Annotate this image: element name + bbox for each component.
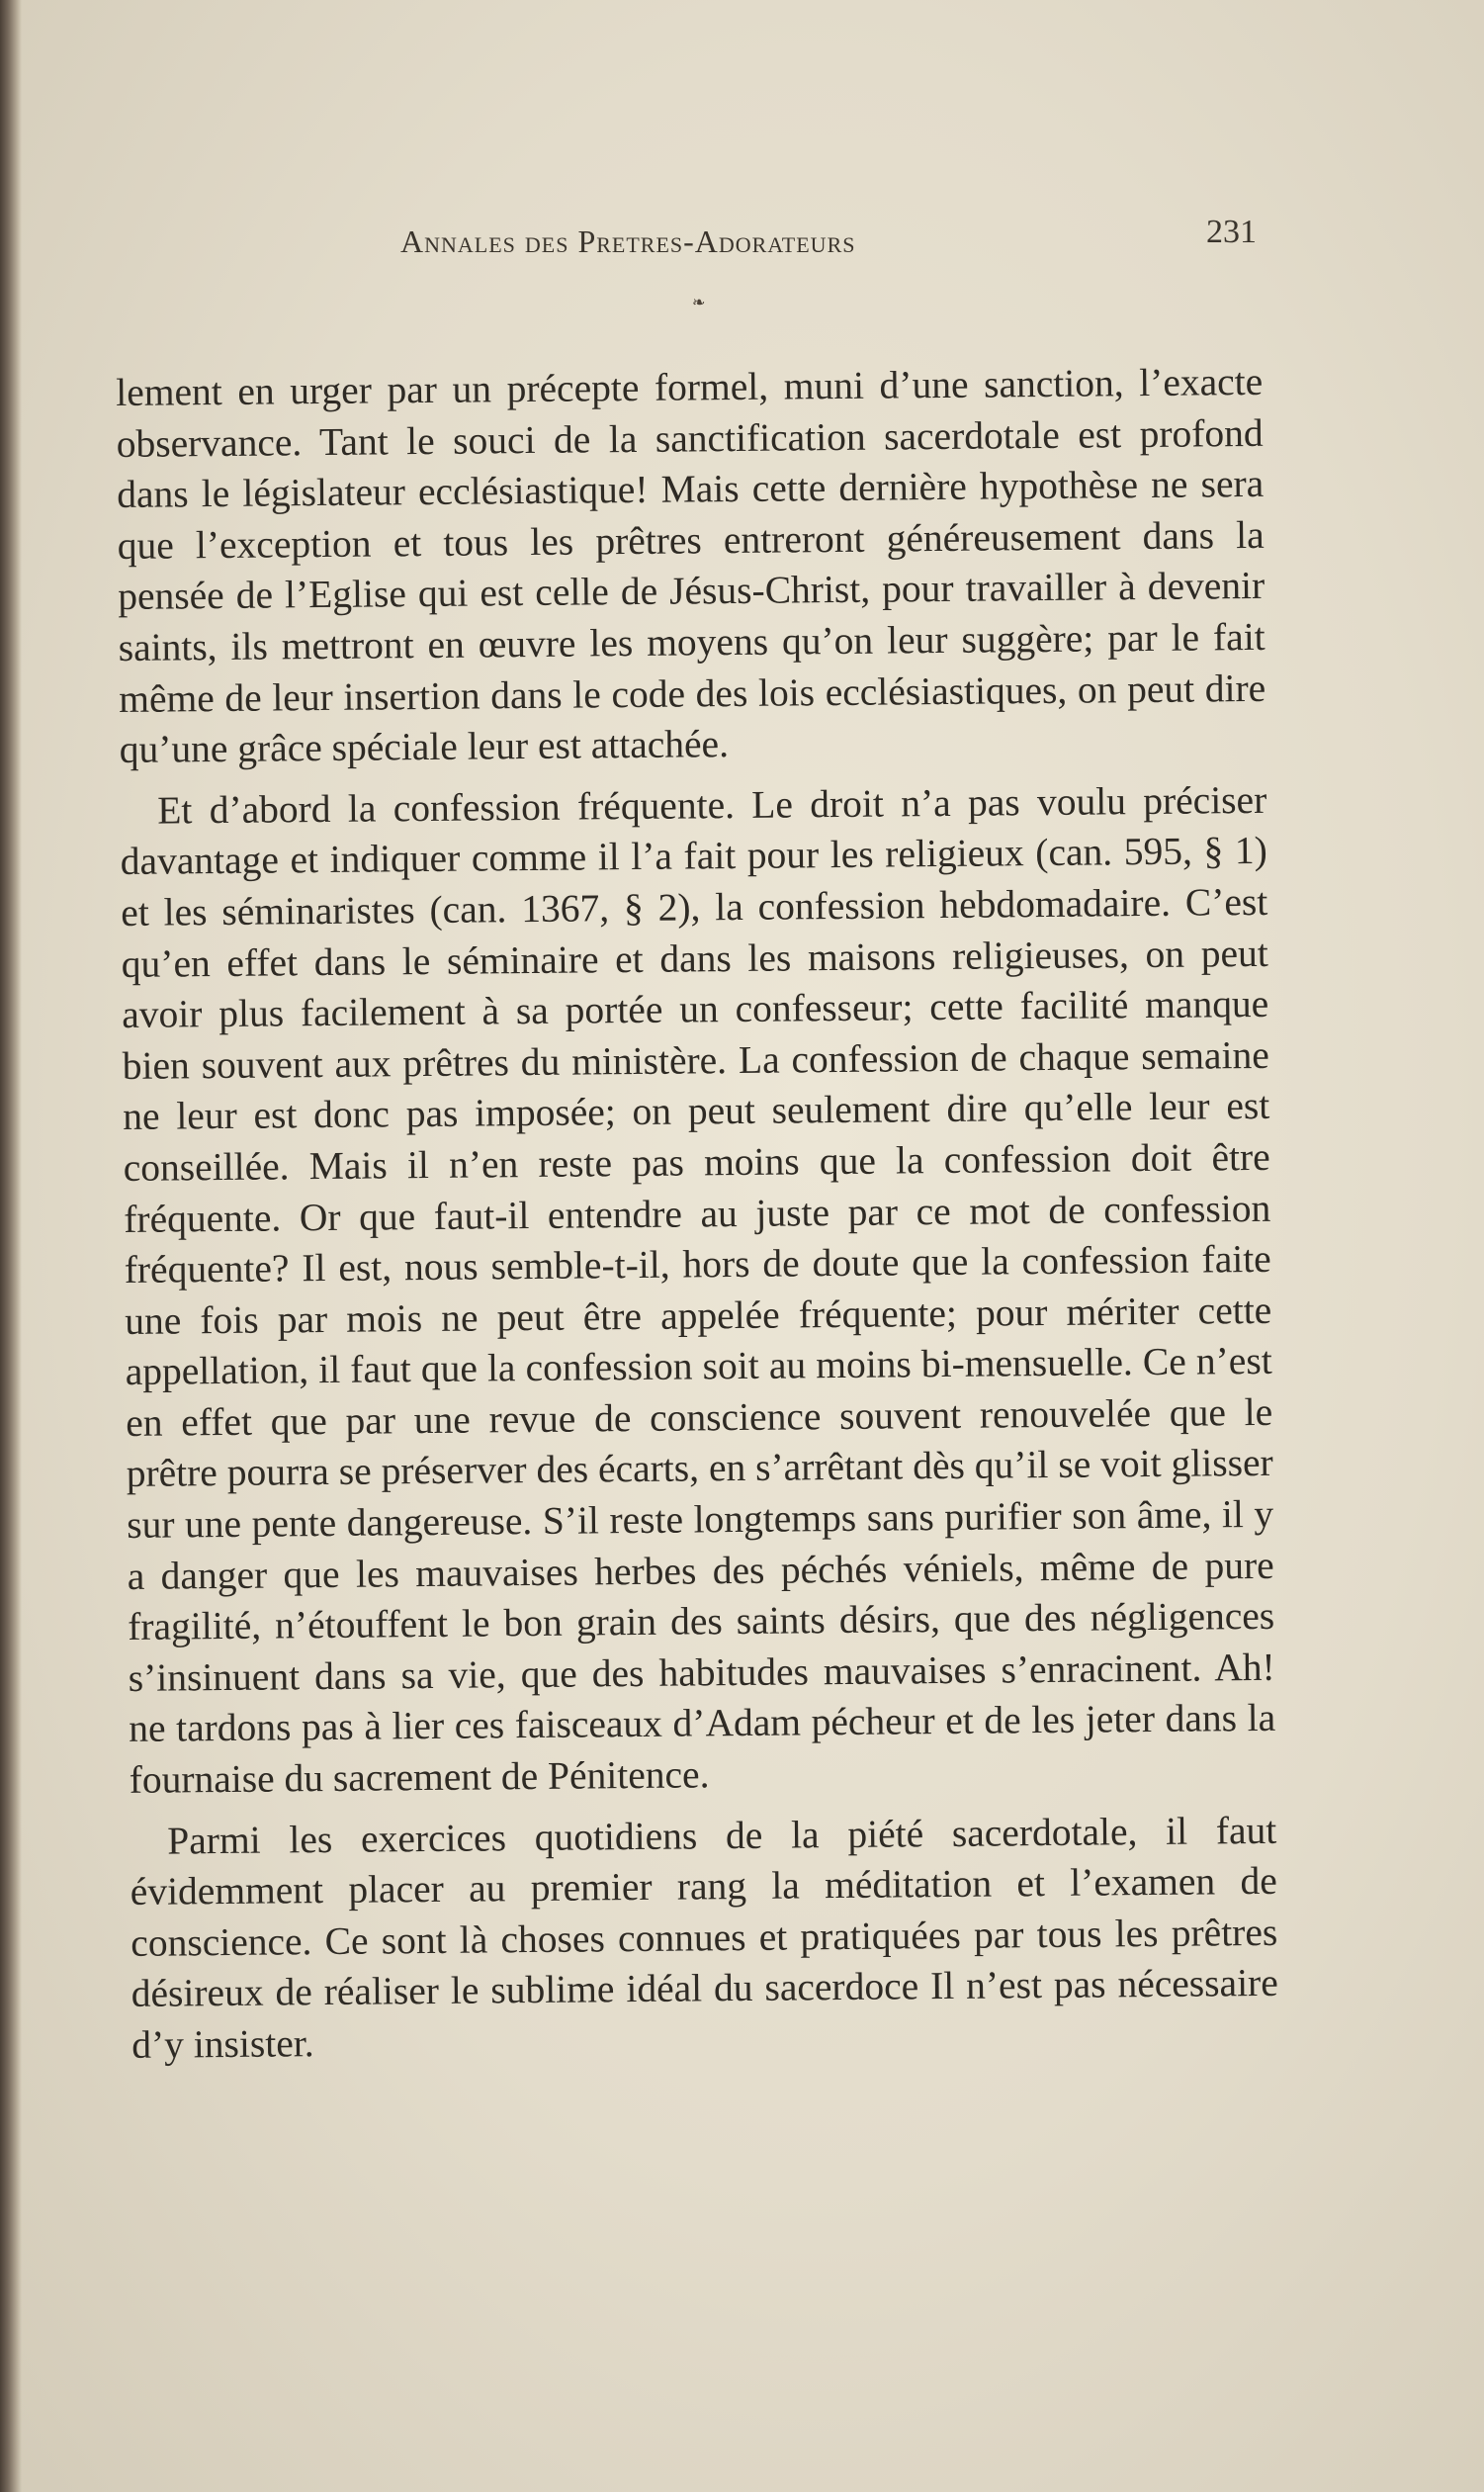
body-text bbox=[116, 357, 1278, 2072]
ornament-icon: ❧ bbox=[692, 293, 706, 312]
paragraph-continuation: lement en urger par un précepte formel, muni d’une sanction, l’exacte observance. Tant le souci de la sanctification sacerdotale est profond dans le législateur ecclésiastique! Mais cette dernière hypothèse ne sera que l’exception et tous les prêtres entreront généreusement dans la pensée de l’Eglise qui est celle de Jésus-Christ, pour travailler à devenir saints, ils mettront en œuvre les moyens qu’on leur suggère; par le fait même de leur insertion dans le code des lois ecclésiastiques, on peut dire qu’une grâce spéciale leur est attachée. bbox=[116, 359, 1266, 772]
book-spine-shadow bbox=[0, 0, 22, 2492]
paragraph-meditation: Parmi les exercices quotidiens de la piété sacerdotale, il faut évidemment placer au premier rang la méditation et l’examen de conscience. Ce sont là choses connues et pratiquées par tous les prêtres désireux de réaliser le sublime idéal du sacerdoce Il n’est pas nécessaire d’y insister. bbox=[130, 1808, 1278, 2067]
paragraph-confession: Et d’abord la confession fréquente. Le droit n’a pas voulu préciser davantage et indiquer comme il l’a fait pour les religieux (can. 595, § 1) et les séminaristes (can. 1367, § 2), la confession hebdomadaire. C’est qu’en effet dans le séminaire et dans les maisons religieuses, on peut avoir plus facilement à sa portée un confesseur; cette facilité manque bien souvent aux prêtres du ministère. La confession de chaque semaine ne leur est donc pas imposée; on peut seulement dire qu’elle leur est conseillée. Mais il n’en reste pas moins que la confession doit être fréquente. Or que faut-il entendre au juste par ce mot de confession fréquente? Il est, nous semble-t-il, hors de doute que la confession faite une fois par mois ne peut être appelée fréquente; pour mériter cette appellation, il faut que la confession soit au moins bi-mensuelle. Ce n’est en effet que par une revue de conscience souvent renouvelée que le prêtre pourra se préserver des écarts, en s’arrêtant dès qu’il se voit glisser sur une pente dangereuse. S’il reste longtemps sans purifier son âme, il y a danger que les mauvaises herbes des péchés véniels, même de pure fragilité, n’étouffent le bon grain des saints désirs, que des négligences s’insinuent dans sa vie, que des habitudes mauvaises s’enracinent. Ah! ne tardons pas à lier ces faisceaux d’Adam pécheur et de les jeter dans la fournaise du sacrement de Pénitence. bbox=[120, 777, 1276, 1802]
page-number: 231 bbox=[1206, 214, 1257, 250]
running-head: Annales des Pretres-Adorateurs bbox=[400, 223, 856, 259]
